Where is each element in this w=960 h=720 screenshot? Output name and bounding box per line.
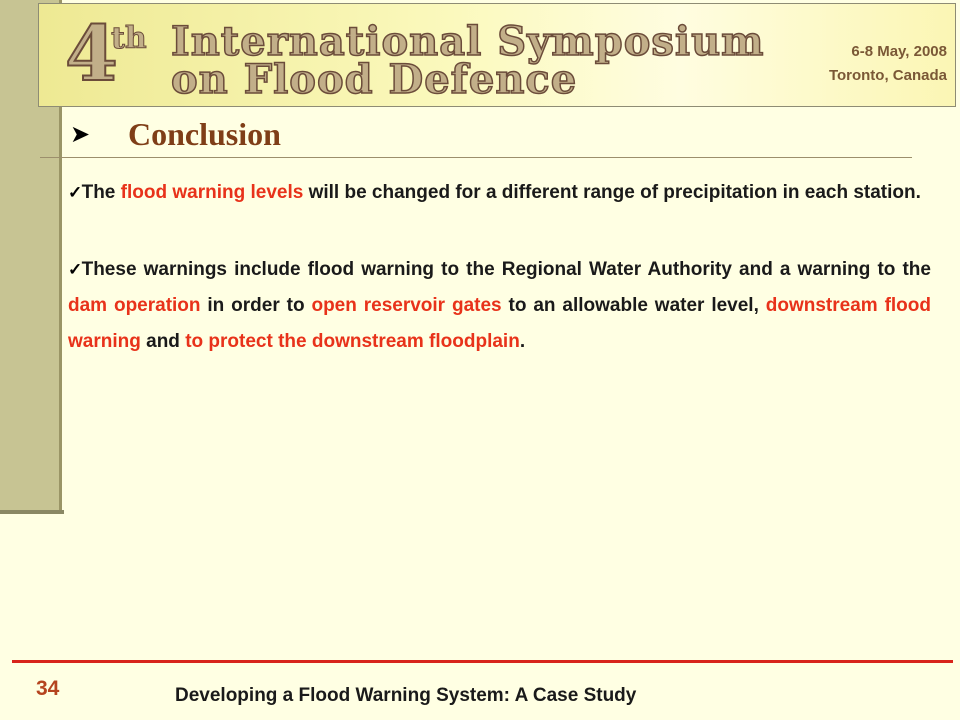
conclusion-paragraph-2	[68, 252, 931, 360]
paragraph-2-text-3: to an allowable water level,	[501, 295, 766, 316]
footer-title: Developing a Flood Warning System: A Case Study	[175, 685, 637, 706]
arrowhead-bullet-icon: ➤	[70, 120, 91, 148]
paragraph-2-highlight-2: open reservoir gates	[311, 295, 502, 316]
paragraph-2-text-2: in order to	[200, 295, 312, 316]
paragraph-2-highlight-3: downstream flood warning	[68, 295, 931, 352]
left-bar-shadow	[0, 510, 64, 514]
event-date: 6-8 May, 2008	[851, 43, 947, 60]
logo-ordinal: th	[111, 21, 147, 56]
paragraph-1-text-2: will be changed for a different range of precipitation in each station.	[303, 182, 921, 203]
checkmark-icon: ✓	[68, 183, 83, 202]
logo-numeral: 4	[65, 9, 116, 98]
slide-number: 34	[36, 677, 60, 700]
paragraph-2-highlight-1: dam operation	[68, 295, 201, 316]
slide-title: Conclusion	[128, 115, 281, 152]
logo-line-2: on Flood Defence	[171, 56, 578, 103]
slide-title-row	[70, 112, 281, 156]
slide-content	[68, 176, 931, 360]
paragraph-1-highlight-1: flood warning levels	[120, 182, 304, 203]
paragraph-2-text-5: .	[519, 331, 526, 352]
logo-line-1: International Symposium	[171, 18, 765, 65]
checkmark-icon: ✓	[68, 260, 83, 279]
title-divider	[40, 157, 912, 158]
symposium-logo	[59, 9, 765, 103]
event-location: Toronto, Canada	[828, 67, 947, 84]
event-info	[829, 40, 947, 88]
footer-divider	[12, 660, 953, 663]
paragraph-1-text-1: The	[81, 182, 121, 203]
symposium-header-banner	[38, 3, 956, 107]
paragraph-2-text-1: These warnings include flood warning to the Regional Water Authority and a warning to the	[81, 259, 931, 280]
paragraph-2-text-4: and	[140, 331, 186, 352]
paragraph-2-highlight-4: to protect the downstream floodplain	[185, 331, 520, 352]
conclusion-paragraph-1	[68, 176, 931, 210]
